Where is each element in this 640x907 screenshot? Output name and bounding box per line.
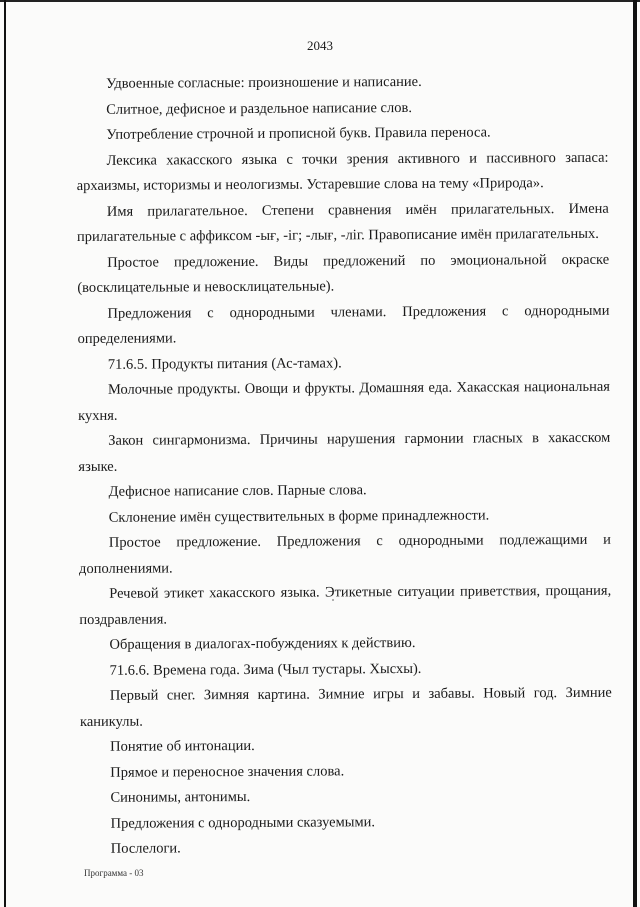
paragraph: Первый снег. Зимняя картина. Зимние игры и забавы. Новый год. Зимние каникулы. — [79, 684, 612, 730]
section-heading: 71.6.6. Времена года. Зима (Чыл тустары. Хысхы). — [109, 660, 422, 679]
paragraph: Обращения в диалогах-побуждениях к действию. — [109, 634, 416, 653]
paragraph: Дефисное написание слов. Парные слова. — [108, 482, 367, 500]
paragraph: Послелоги. — [110, 840, 181, 857]
paragraph: Синонимы, антонимы. — [110, 788, 251, 806]
document-body — [76, 69, 613, 863]
scan-edge-left — [4, 0, 6, 907]
paragraph: Простое предложение. Предложения с однородными подлежащими и дополнениями. — [78, 531, 611, 577]
section-heading: 71.6.5. Продукты питания (Ас-тамах). — [107, 354, 342, 373]
paragraph: Слитное, дефисное и раздельное написание слов. — [106, 99, 412, 118]
paragraph: Речевой этикет хакасского языка. Этикетные ситуации приветствия, прощания, поздравления. — [79, 582, 612, 628]
page-number: 2043 — [307, 38, 333, 53]
paragraph: Употребление строчной и прописной букв. Правила переноса. — [106, 124, 491, 143]
paragraph: Молочные продукты. Овощи и фрукты. Домашняя еда. Хакасская национальная кухня. — [78, 378, 610, 424]
paragraph: Склонение имён существительных в форме принадлежности. — [108, 506, 490, 526]
paragraph: Простое предложение. Виды предложений по эмоциональной окраске (восклицательные и невосклицательные). — [77, 251, 610, 296]
paragraph: Понятие об интонации. — [110, 737, 255, 755]
paragraph: Имя прилагательное. Степени сравнения имён прилагательных. Имена прилагательные с аффиксом -ығ, -іг; -лығ, -ліг. Правописание имён прилагательных. — [76, 200, 609, 245]
page-footer: Программа - 03 — [84, 868, 144, 878]
scan-edge-top — [0, 0, 640, 2]
paragraph: Лексика хакасского языка с точки зрения активного и пассивного запаса: архаизмы, историзмы и неологизмы. Устаревшие слова на тему «Природа». — [76, 149, 609, 194]
paragraph: Предложения с однородными сказуемыми. — [110, 813, 376, 832]
paragraph: Закон сингармонизма. Причины нарушения гармонии гласных в хакасском языке. — [78, 429, 611, 475]
paragraph: Удвоенные согласные: произношение и написание. — [106, 73, 422, 92]
scan-edge-right — [633, 0, 637, 907]
paragraph: Предложения с однородными членами. Предложения с однородными определениями. — [77, 302, 610, 347]
paragraph: Прямое и переносное значения слова. — [110, 762, 345, 781]
